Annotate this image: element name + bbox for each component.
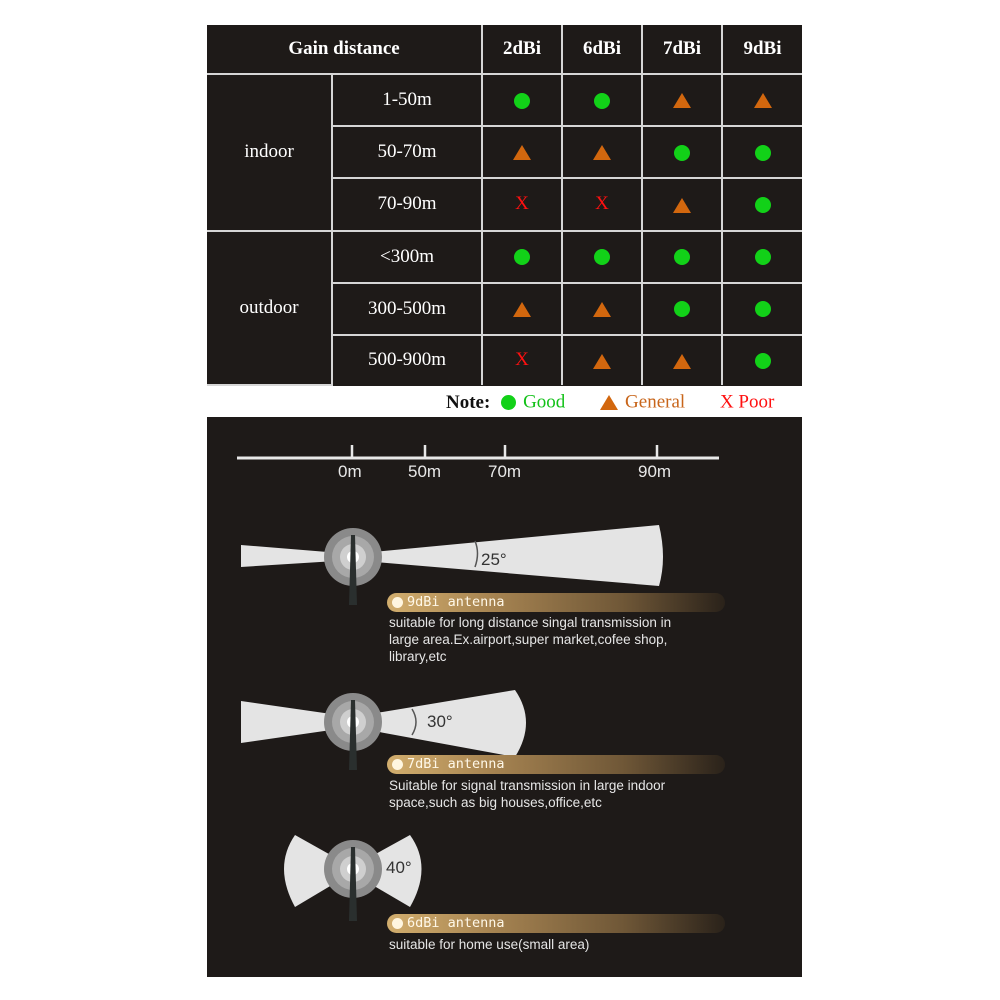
distance-scale-line bbox=[237, 445, 719, 458]
rating-cell bbox=[482, 283, 562, 335]
range-cell: 50-70m bbox=[332, 126, 482, 178]
header-6dbi: 6dBi bbox=[562, 25, 642, 74]
general-triangle-icon bbox=[754, 93, 772, 108]
antenna-label-6dbi: 6dBi antenna bbox=[407, 915, 505, 931]
general-triangle-icon bbox=[593, 302, 611, 317]
rating-cell bbox=[562, 74, 642, 126]
legend-general bbox=[600, 391, 685, 412]
gain-distance-table-container bbox=[207, 25, 802, 386]
good-dot-icon bbox=[594, 249, 610, 265]
rating-cell bbox=[642, 178, 722, 230]
poor-x-icon: X bbox=[515, 349, 529, 371]
antenna-label-bar-6dbi bbox=[387, 914, 725, 933]
description-line: suitable for home use(small area) bbox=[389, 937, 590, 952]
beam-6dbi-icon bbox=[284, 835, 422, 921]
description-line: space,such as big houses,office,etc bbox=[389, 795, 602, 810]
angle-label-7dbi: 30° bbox=[427, 712, 453, 731]
general-triangle-icon bbox=[673, 93, 691, 108]
rating-cell bbox=[722, 126, 802, 178]
orange-triangle-icon bbox=[600, 395, 618, 410]
rating-cell bbox=[642, 231, 722, 283]
legend-poor-label: X Poor bbox=[719, 391, 775, 413]
rating-cell bbox=[642, 126, 722, 178]
rating-cell bbox=[482, 126, 562, 178]
scale-tick-70m: 70m bbox=[488, 462, 522, 481]
scale-tick-50m: 50m bbox=[408, 462, 442, 481]
general-triangle-icon bbox=[513, 302, 531, 317]
range-cell: 1-50m bbox=[332, 74, 482, 126]
antenna-label-bar-9dbi bbox=[387, 593, 725, 612]
legend-good bbox=[501, 391, 565, 412]
antenna-label-7dbi: 7dBi antenna bbox=[407, 756, 505, 772]
header-gain-distance: Gain distance bbox=[207, 25, 482, 74]
rating-cell bbox=[642, 283, 722, 335]
legend-good-label: Good bbox=[523, 391, 566, 413]
general-triangle-icon bbox=[513, 145, 531, 160]
good-dot-icon bbox=[514, 93, 530, 109]
good-dot-icon bbox=[674, 301, 690, 317]
legend bbox=[446, 391, 774, 415]
range-cell: 500-900m bbox=[332, 335, 482, 385]
description-line: large area.Ex.airport,super market,cofee shop, bbox=[389, 632, 668, 647]
antenna-description-7dbi bbox=[389, 777, 665, 811]
angle-label-6dbi: 40° bbox=[386, 858, 412, 877]
antenna-description-9dbi bbox=[389, 614, 671, 665]
good-dot-icon bbox=[674, 249, 690, 265]
rating-cell bbox=[482, 335, 562, 385]
good-dot-icon bbox=[755, 353, 771, 369]
diagram-graphics bbox=[207, 417, 802, 977]
header-2dbi: 2dBi bbox=[482, 25, 562, 74]
rating-cell bbox=[562, 126, 642, 178]
description-line: library,etc bbox=[389, 649, 447, 664]
description-line: suitable for long distance singal transmission in bbox=[389, 615, 672, 630]
rating-cell bbox=[722, 74, 802, 126]
rating-cell bbox=[722, 283, 802, 335]
rating-cell bbox=[642, 335, 722, 385]
range-cell: 300-500m bbox=[332, 283, 482, 335]
table-row bbox=[207, 231, 802, 283]
poor-x-icon: X bbox=[595, 193, 609, 215]
bullet-icon bbox=[392, 918, 403, 929]
group-label-outdoor: outdoor bbox=[207, 231, 332, 385]
antenna-description-6dbi bbox=[389, 936, 589, 953]
good-dot-icon bbox=[755, 197, 771, 213]
bullet-icon bbox=[392, 597, 403, 608]
rating-cell bbox=[722, 335, 802, 385]
good-dot-icon bbox=[755, 301, 771, 317]
general-triangle-icon bbox=[673, 198, 691, 213]
rating-cell bbox=[482, 74, 562, 126]
gain-distance-table bbox=[207, 25, 802, 386]
rating-cell bbox=[482, 231, 562, 283]
rating-cell bbox=[562, 283, 642, 335]
description-line: Suitable for signal transmission in large indoor bbox=[389, 778, 666, 793]
scale-tick-90m: 90m bbox=[638, 462, 672, 481]
antenna-label-bar-7dbi bbox=[387, 755, 725, 774]
header-9dbi: 9dBi bbox=[722, 25, 802, 74]
rating-cell bbox=[562, 178, 642, 230]
rating-cell bbox=[562, 335, 642, 385]
rating-cell bbox=[642, 74, 722, 126]
rating-cell bbox=[722, 231, 802, 283]
rating-cell bbox=[722, 178, 802, 230]
good-dot-icon bbox=[755, 145, 771, 161]
green-dot-icon bbox=[501, 395, 516, 410]
poor-x-icon: X bbox=[515, 193, 529, 215]
header-7dbi: 7dBi bbox=[642, 25, 722, 74]
group-label-indoor: indoor bbox=[207, 74, 332, 231]
good-dot-icon bbox=[674, 145, 690, 161]
antenna-label-9dbi: 9dBi antenna bbox=[407, 594, 505, 610]
general-triangle-icon bbox=[593, 354, 611, 369]
legend-note-label: Note: bbox=[446, 391, 491, 413]
general-triangle-icon bbox=[593, 145, 611, 160]
scale-tick-0m: 0m bbox=[338, 462, 362, 481]
rating-cell bbox=[562, 231, 642, 283]
range-cell: 70-90m bbox=[332, 178, 482, 230]
range-cell: <300m bbox=[332, 231, 482, 283]
legend-general-label: General bbox=[625, 391, 686, 413]
good-dot-icon bbox=[755, 249, 771, 265]
rating-cell bbox=[482, 178, 562, 230]
table-header-row bbox=[207, 25, 802, 74]
table-row bbox=[207, 74, 802, 126]
angle-label-9dbi: 25° bbox=[481, 550, 507, 569]
good-dot-icon bbox=[514, 249, 530, 265]
general-triangle-icon bbox=[673, 354, 691, 369]
good-dot-icon bbox=[594, 93, 610, 109]
antenna-diagram-panel bbox=[207, 417, 802, 977]
bullet-icon bbox=[392, 759, 403, 770]
